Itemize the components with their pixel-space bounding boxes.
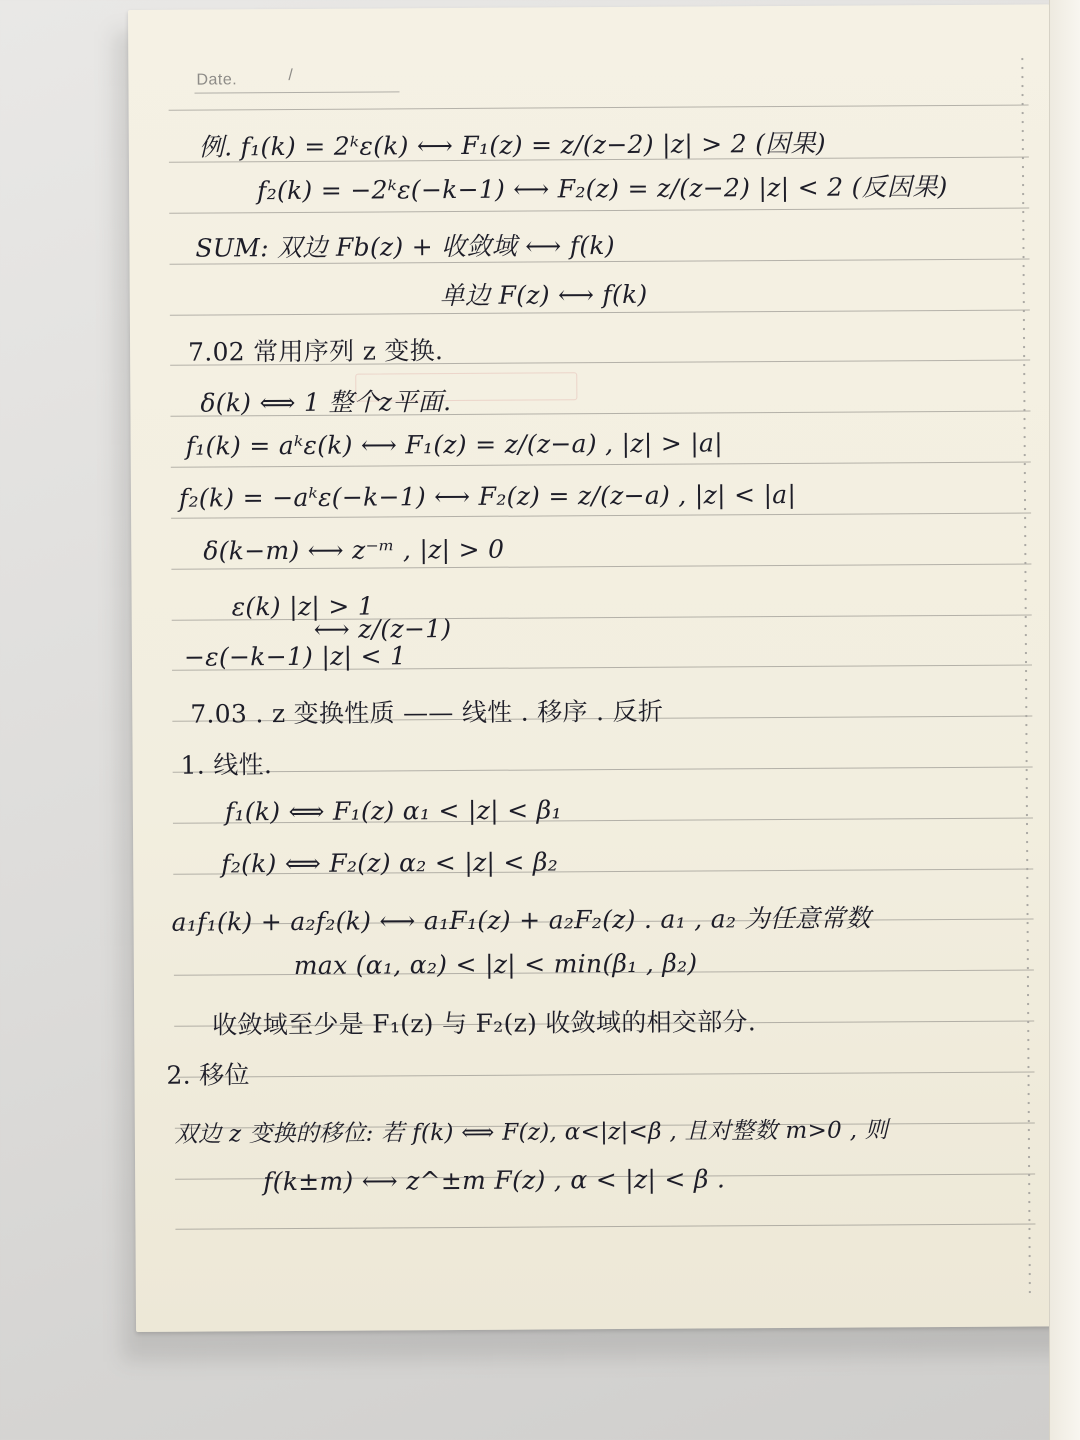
- note-delta: δ(k) ⟺ 1 整个z平面.: [200, 387, 452, 418]
- ruled-line: [173, 766, 1033, 773]
- note-linear-f2: f₂(k) ⟺ F₂(z) α₂ < |z| < β₂: [221, 847, 559, 879]
- subheading-shift: 2. 移位: [166, 1060, 250, 1090]
- note-f1-pair: f₁(k) = aᵏε(k) ⟷ F₁(z) = z/(z−a) , |z| > |a|: [185, 428, 724, 461]
- ruled-line: [169, 105, 1029, 112]
- ruled-line: [171, 461, 1031, 468]
- ruled-line: [171, 512, 1031, 519]
- note-linear-combination: a₁f₁(k) + a₂f₂(k) ⟷ a₁F₁(z) + a₂F₂(z) . a₁ , a₂ 为任意常数: [171, 903, 872, 937]
- note-linear-roc: max (α₁, α₂) < |z| < min(β₁ , β₂): [293, 948, 698, 981]
- subheading-linearity: 1. 线性.: [180, 750, 273, 780]
- note-shift-result: f(k±m) ⟷ z^±m F(z) , α < |z| < β .: [263, 1164, 726, 1197]
- ruled-line: [175, 1223, 1035, 1230]
- note-f2-pair: f₂(k) = −aᵏε(−k−1) ⟷ F₂(z) = z/(z−a) , |z| < |a|: [178, 479, 797, 513]
- note-linear-f1: f₁(k) ⟺ F₁(z) α₁ < |z| < β₁: [224, 795, 562, 827]
- note-delta-shift: δ(k−m) ⟷ z⁻ᵐ , |z| > 0: [203, 534, 505, 566]
- date-label: Date.: [196, 71, 238, 89]
- note-example-causal: 例. f₁(k) = 2ᵏε(k) ⟷ F₁(z) = z/(z−2) |z| > 2 (因果): [198, 128, 826, 162]
- notebook-page: [128, 4, 1061, 1332]
- ruled-line: [169, 207, 1029, 214]
- note-shift-definition: 双边 z 变换的移位: 若 f(k) ⟺ F(z), α<|z|<β , 且对整数 m>0 , 则: [174, 1117, 889, 1148]
- note-neg-step: −ε(−k−1) |z| < 1: [183, 641, 407, 672]
- notebook-cover-edge: [1049, 0, 1080, 1440]
- date-underline: [195, 91, 400, 93]
- note-roc-intersection: 收敛域至少是 F₁(z) 与 F₂(z) 收敛域的相交部分.: [212, 1007, 757, 1040]
- ruled-line: [175, 1071, 1035, 1078]
- note-sum-unilateral: 单边 F(z) ⟷ f(k): [439, 279, 648, 311]
- section-heading-703: 7.03 . z 变换性质 —— 线性 . 移序 . 反折: [190, 696, 664, 729]
- note-sum-bilateral: SUM: 双边 Fb(z) + 收敛域 ⟷ f(k): [195, 231, 615, 263]
- date-slash: /: [288, 66, 293, 85]
- note-step-transform: ⟷ z/(z−1): [313, 614, 452, 644]
- note-step: ε(k) |z| > 1: [231, 591, 375, 622]
- margin-dots: [1021, 55, 1031, 1300]
- section-heading-702: 7.02 常用序列 z 变换.: [188, 336, 444, 367]
- note-example-anticausal: f₂(k) = −2ᵏε(−k−1) ⟷ F₂(z) = z/(z−2) |z| < 2 (反因果): [257, 171, 948, 206]
